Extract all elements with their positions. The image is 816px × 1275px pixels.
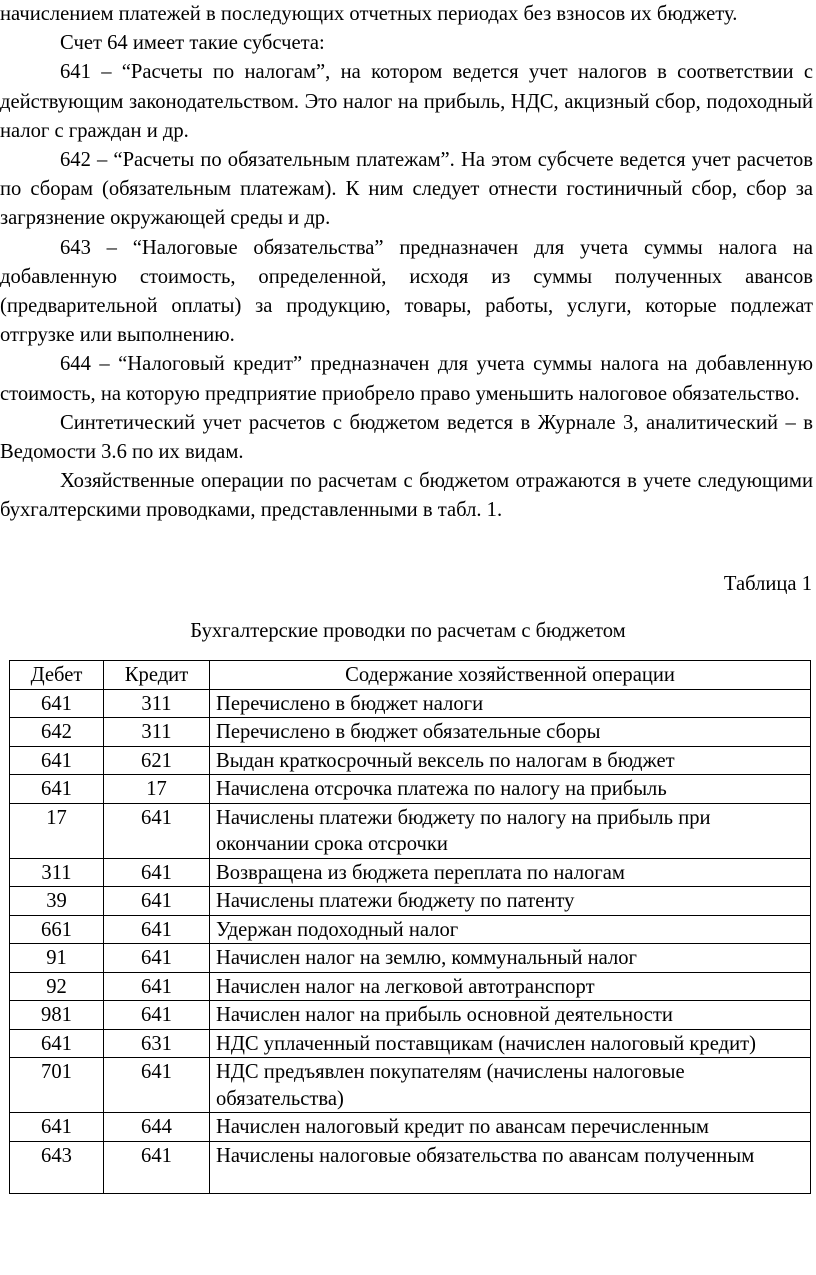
header-description: Содержание хозяйственной операции: [210, 661, 811, 690]
table-row: [10, 1029, 811, 1058]
credit-cell: 17: [104, 775, 210, 804]
credit-cell: 641: [104, 915, 210, 944]
table-row: [10, 887, 811, 916]
description-cell: Возвращена из бюджета переплата по налогам: [210, 858, 811, 887]
debit-cell: 642: [10, 718, 104, 747]
description-cell: Перечислено в бюджет налоги: [210, 689, 811, 718]
description-cell: Начислена отсрочка платежа по налогу на прибыль: [210, 775, 811, 804]
table-row: [10, 858, 811, 887]
description-cell: Перечислено в бюджет обязательные сборы: [210, 718, 811, 747]
description-cell: Начислен налог на легковой автотранспорт: [210, 972, 811, 1001]
paragraph: Синтетический учет расчетов с бюджетом ведется в Журнале 3, аналитический – в Ведомости 3.6 по их видам.: [0, 411, 813, 464]
paragraph: 643 – “Налоговые обязательства” предназначен для учета суммы налога на добавленную стоимость, определенной, исходя из суммы полученных авансов (предварительной оплаты) за продукцию, товары, работы, услуги, которые подлежат отгрузке или выполнению.: [0, 236, 813, 347]
debit-cell: 641: [10, 1029, 104, 1058]
credit-cell: 641: [104, 1058, 210, 1113]
table-header-row: [10, 661, 811, 690]
paragraph: Счет 64 имеет такие субсчета:: [60, 32, 325, 55]
table-row: [10, 689, 811, 718]
description-cell: Начислены платежи бюджету по налогу на прибыль при окончании срока отсрочки: [210, 803, 811, 858]
paragraph: 642 – “Расчеты по обязательным платежам”. На этом субсчете ведется учет расчетов по сборам (обязательным платежам). К ним следует отнести гостиничный сбор, сбор за загрязнение окружающей среды и др.: [0, 149, 813, 230]
credit-cell: 311: [104, 689, 210, 718]
table-row: [10, 803, 811, 858]
description-cell: НДС предъявлен покупателям (начислены налоговые обязательства): [210, 1058, 811, 1113]
table-row: [10, 1141, 811, 1194]
description-cell: Начислен налог на землю, коммунальный налог: [210, 944, 811, 973]
credit-cell: 641: [104, 858, 210, 887]
table-row: [10, 775, 811, 804]
debit-cell: 311: [10, 858, 104, 887]
paragraph: 641 – “Расчеты по налогам”, на котором ведется учет налогов в соответствии с действующим законодательством. Это налог на прибыль, НДС, акцизный сбор, подоходный налог с граждан и др.: [0, 61, 813, 142]
debit-cell: 641: [10, 746, 104, 775]
table-row: [10, 1113, 811, 1142]
description-cell: Начислены платежи бюджету по патенту: [210, 887, 811, 916]
credit-cell: 641: [104, 887, 210, 916]
debit-cell: 701: [10, 1058, 104, 1113]
debit-cell: 17: [10, 803, 104, 858]
debit-cell: 641: [10, 775, 104, 804]
debit-cell: 643: [10, 1141, 104, 1194]
debit-cell: 981: [10, 1001, 104, 1030]
credit-cell: 641: [104, 944, 210, 973]
credit-cell: 631: [104, 1029, 210, 1058]
table-row: [10, 944, 811, 973]
description-cell: Начислен налоговый кредит по авансам перечисленным: [210, 1113, 811, 1142]
table-row: [10, 1001, 811, 1030]
description-cell: Начислен налог на прибыль основной деятельности: [210, 1001, 811, 1030]
table-title: Бухгалтерские проводки по расчетам с бюджетом: [190, 620, 626, 642]
credit-cell: 311: [104, 718, 210, 747]
credit-cell: 644: [104, 1113, 210, 1142]
paragraph: начислением платежей в последующих отчетных периодах без взносов их бюджету.: [0, 3, 738, 25]
description-cell: Удержан подоходный налог: [210, 915, 811, 944]
header-credit: Кредит: [104, 661, 210, 690]
table-caption: Таблица 1: [723, 573, 812, 595]
debit-cell: 661: [10, 915, 104, 944]
credit-cell: 641: [104, 1141, 210, 1194]
description-cell: НДС уплаченный поставщикам (начислен налоговый кредит): [210, 1029, 811, 1058]
table-row: [10, 915, 811, 944]
debit-cell: 641: [10, 1113, 104, 1142]
table-row: [10, 718, 811, 747]
debit-cell: 641: [10, 689, 104, 718]
table-row: [10, 972, 811, 1001]
table-row: [10, 1058, 811, 1113]
body-text: [0, 0, 813, 526]
header-debit: Дебет: [10, 661, 104, 690]
credit-cell: 641: [104, 972, 210, 1001]
paragraph: Хозяйственные операции по расчетам с бюджетом отражаются в учете следующими бухгалтерскими проводками, представленными в табл. 1.: [0, 470, 813, 522]
description-cell: Начислены налоговые обязательства по авансам полученным: [210, 1141, 811, 1194]
debit-cell: 92: [10, 972, 104, 1001]
table-row: [10, 746, 811, 775]
description-cell: Выдан краткосрочный вексель по налогам в бюджет: [210, 746, 811, 775]
paragraph: 644 – “Налоговый кредит” предназначен для учета суммы налога на добавленную стоимость, на которую предприятие приобрело право уменьшить налоговое обязательство.: [0, 353, 813, 405]
debit-cell: 91: [10, 944, 104, 973]
credit-cell: 641: [104, 1001, 210, 1030]
credit-cell: 621: [104, 746, 210, 775]
credit-cell: 641: [104, 803, 210, 858]
debit-cell: 39: [10, 887, 104, 916]
accounting-entries-table: [9, 660, 811, 1194]
